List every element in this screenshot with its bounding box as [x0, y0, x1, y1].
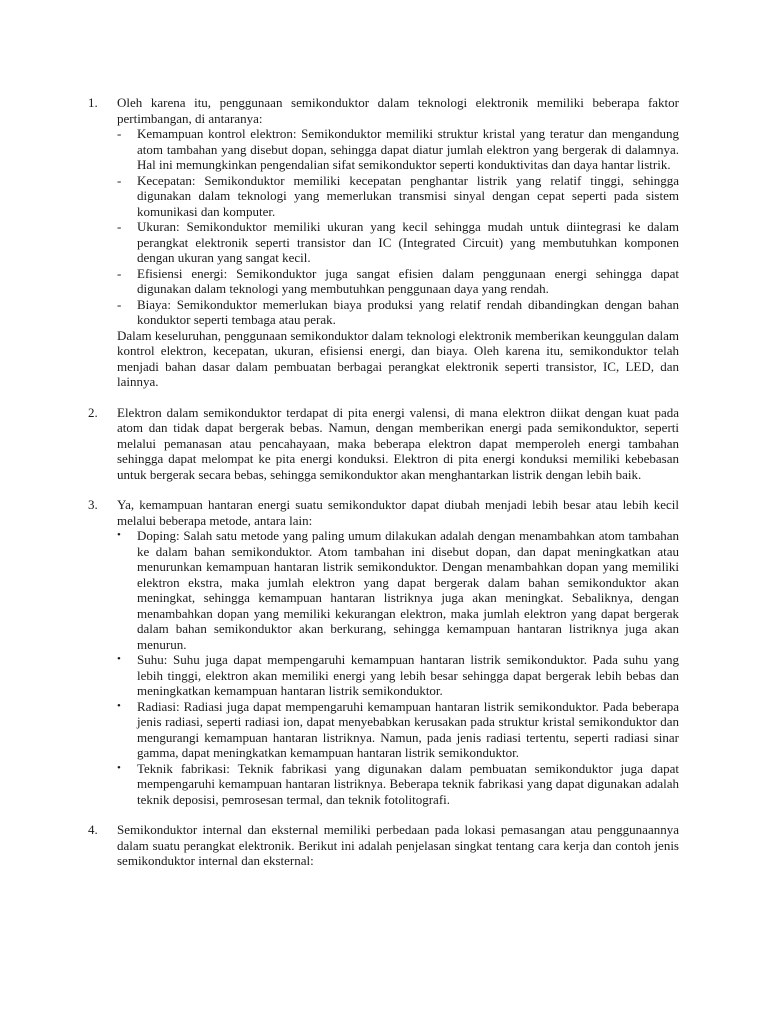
- sub-point-text: Kecepatan: Semikonduktor memiliki kecepatan penghantar listrik yang relatif tinggi, sehingga digunakan dalam teknologi yang memerlukan transmisi sinyal dengan cepat seperti pada sistem komunikasi dan komputer.: [137, 172, 679, 219]
- item-intro: Semikonduktor internal dan eksternal memiliki perbedaan pada lokasi pemasangan atau penggunaannya dalam suatu perangkat elektronik. Berikut ini adalah penjelasan singkat tentang cara kerja dan contoh jenis semikonduktor internal dan eksternal:: [117, 822, 679, 868]
- sub-point: [117, 761, 679, 808]
- sub-point-text: Biaya: Semikonduktor memerlukan biaya produksi yang relatif rendah dibandingkan dengan bahan konduktor seperti tembaga atau perak.: [137, 296, 679, 327]
- item-closing: Dalam keseluruhan, penggunaan semikonduktor dalam teknologi elektronik memberikan keunggulan dalam kontrol elektron, kecepatan, ukuran, efisiensi energi, dan biaya. Oleh karena itu, semikonduktor telah menjadi bahan dasar dalam pembuatan berbagai perangkat elektronik seperti transistor, IC, LED, dan lainnya.: [117, 327, 679, 389]
- sub-point: [117, 173, 679, 220]
- item-number: 3.: [88, 497, 98, 512]
- sub-point-text: Suhu: Suhu juga dapat mempengaruhi kemampuan hantaran listrik semikonduktor. Pada suhu yang lebih tinggi, elektron akan memiliki energi yang lebih besar sehingga dapat bergerak lebih bebas dan meningkatkan kemampuan hantaran listrik semikonduktor.: [137, 652, 679, 698]
- sub-point: [117, 652, 679, 699]
- sub-point-text: Ukuran: Semikonduktor memiliki ukuran yang kecil sehingga mudah untuk diintegrasi ke dalam perangkat elektronik seperti transistor dan IC (Integrated Circuit) yang membutuhkan komponen dengan ukuran yang sangat kecil.: [137, 219, 679, 265]
- dash-marker: -: [117, 265, 122, 281]
- list-item-3: [0, 497, 679, 807]
- sub-point-text: Efisiensi energi: Semikonduktor juga sangat efisien dalam penggunaan energi sehingga dapat digunakan dalam teknologi yang membutuhkan penggunaan daya yang rendah.: [137, 265, 679, 296]
- item-intro: Oleh karena itu, penggunaan semikonduktor dalam teknologi elektronik memiliki beberapa faktor pertimbangan, di antaranya:: [117, 95, 679, 126]
- sub-point: [117, 266, 679, 297]
- sub-point-text: Doping: Salah satu metode yang paling umum dilakukan adalah dengan menambahkan atom tambahan ke dalam bahan semikonduktor. Atom tambahan ini disebut dopan, dan dapat meningkatkan atau menurunkan kemampuan hantaran listrik semikonduktor. Dengan menambahkan dopan yang memiliki elektron ekstra, maka jumlah elektron yang dapat bergerak dalam bahan semikonduktor akan meningkat, sehingga kemampuan hantaran listriknya juga akan meningkat. Sebaliknya, dengan menambahkan dopan yang memiliki kekurangan elektron, maka jumlah elektron yang dapat bergerak dalam bahan semikonduktor akan berkurang, sehingga kemampuan hantaran listriknya juga akan menurun.: [137, 528, 679, 652]
- sub-point-text: Teknik fabrikasi: Teknik fabrikasi yang digunakan dalam pembuatan semikonduktor juga dapat mempengaruhi kemampuan hantaran listriknya. Beberapa teknik fabrikasi yang dapat digunakan adalah teknik deposisi, pemrosesan termal, dan teknik fotolitografi.: [137, 760, 679, 807]
- item-intro: Elektron dalam semikonduktor terdapat di pita energi valensi, di mana elektron diikat dengan kuat pada atom dan tidak dapat bergerak bebas. Namun, dengan memberikan energi pada semikonduktor, seperti melalui pemanasan atau pencahayaan, maka beberapa elektron dapat memperoleh energi tambahan sehingga dapat melompat ke pita energi konduksi. Elektron di pita energi konduksi memiliki kebebasan untuk bergerak secara bebas, sehingga semikonduktor akan menghantarkan listrik dengan lebih baik.: [117, 404, 679, 482]
- bullet-marker: •: [117, 761, 121, 774]
- item-number: 1.: [88, 95, 98, 110]
- sub-point: [117, 699, 679, 761]
- dash-marker: -: [117, 126, 122, 141]
- item-number: 4.: [88, 822, 98, 837]
- list-item-1: [0, 95, 679, 390]
- list-item-4: [0, 822, 679, 869]
- bullet-list: [117, 528, 679, 807]
- dash-list: [117, 126, 679, 328]
- sub-point-text: Kemampuan kontrol elektron: Semikonduktor memiliki struktur kristal yang teratur dan mengandung atom tambahan yang disebut dopan, sehingga dapat diatur jumlah elektron yang bergerak di dalamnya. Hal ini memungkinkan pengendalian sifat semikonduktor seperti konduktivitas dan daya hantar listrik.: [137, 126, 679, 172]
- sub-point: [117, 297, 679, 328]
- item-intro: Ya, kemampuan hantaran energi suatu semikonduktor dapat diubah menjadi lebih besar atau lebih kecil melalui beberapa metode, antara lain:: [117, 497, 679, 528]
- sub-point: [117, 219, 679, 266]
- sub-point-text: Radiasi: Radiasi juga dapat mempengaruhi kemampuan hantaran listrik semikonduktor. Pada beberapa jenis radiasi, seperti radiasi ion, dapat menyebabkan kerusakan pada struktur kristal semikonduktor dan mengurangi kemampuan hantaran listriknya. Namun, pada jenis radiasi tertentu, seperti radiasi sinar gamma, dapat meningkatkan kemampuan hantaran listrik semikonduktor.: [137, 698, 679, 760]
- sub-point: [117, 126, 679, 173]
- dash-marker: -: [117, 219, 122, 234]
- bullet-marker: •: [117, 653, 121, 665]
- sub-point: [117, 528, 679, 652]
- dash-marker: -: [117, 296, 122, 312]
- dash-marker: -: [117, 172, 122, 188]
- item-number: 2.: [88, 404, 98, 420]
- bullet-marker: •: [117, 699, 121, 712]
- bullet-marker: •: [117, 529, 121, 541]
- list-item-2: [0, 405, 679, 483]
